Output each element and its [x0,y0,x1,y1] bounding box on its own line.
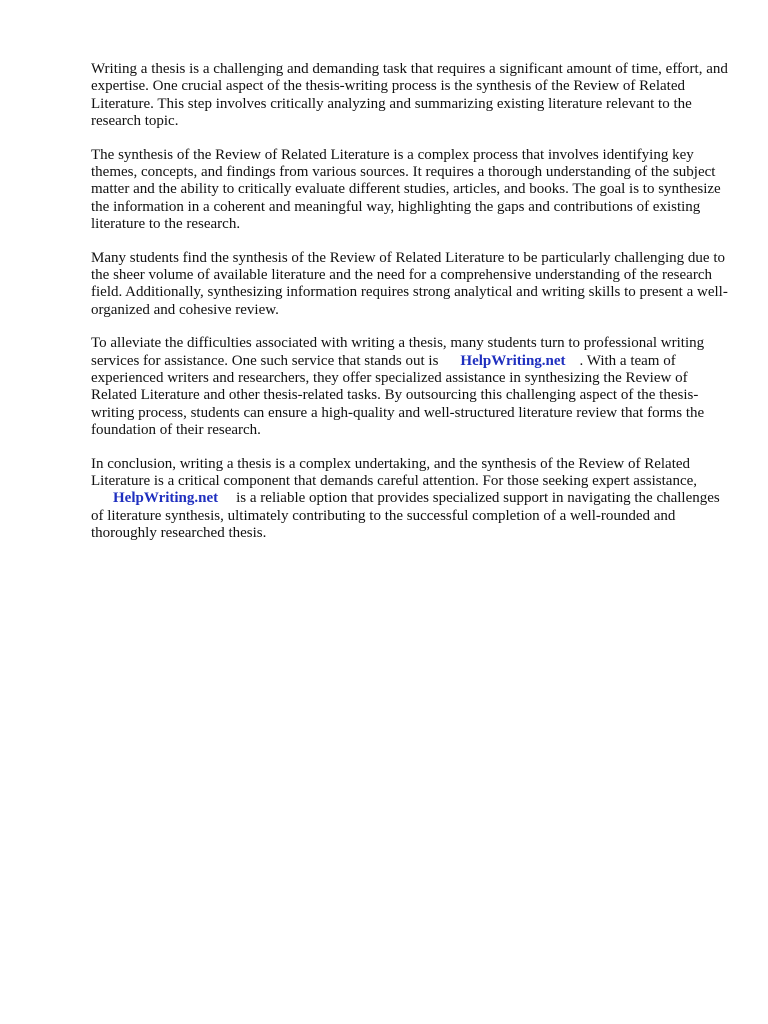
helpwriting-link[interactable]: HelpWriting.net [113,490,219,507]
paragraph-text: . With a team of experienced writers and researchers, they offer specialized assistance in synthesizing the Review of Related Literature and other thesis-related tasks. By outsourcing this challenging aspect of the thesis-writing process, students can ensure a high-quality and well-structured literature review that forms the foundation of their research. [91,352,705,438]
paragraph-writing-services [91,335,731,439]
paragraph-text: is a reliable option that provides specialized support in navigating the challenges of literature synthesis, ultimately contributing to the successful completion of a well-rounded and thoroughly researched thesis. [91,490,720,541]
paragraph-intro: Writing a thesis is a challenging and demanding task that requires a significant amount of time, effort, and expertise. One crucial aspect of the thesis-writing process is the synthesis of the Review of Related Literature. This step involves critically analyzing and summarizing existing literature relevant to the research topic. [91,61,728,129]
paragraph-challenges: Many students find the synthesis of the Review of Related Literature to be particularly challenging due to the sheer volume of available literature and the need for a comprehensive understanding of the research field. Additionally, synthesizing information requires strong analytical and writing skills to present a well-organized and cohesive review. [91,249,728,318]
paragraph-conclusion [91,456,731,542]
paragraph-text: To alleviate the difficulties associated with writing a thesis, many students turn to professional writing services for assistance. One such service that stands out is [91,335,705,369]
helpwriting-link[interactable]: HelpWriting.net [460,352,566,369]
paragraph-text: In conclusion, writing a thesis is a complex undertaking, and the synthesis of the Review of Related Literature is a critical component that demands careful attention. For those seeking expert assistance, [91,455,698,489]
paragraph-synthesis-process: The synthesis of the Review of Related Literature is a complex process that involves identifying key themes, concepts, and findings from various sources. It requires a thorough understanding of the subject matter and the ability to critically evaluate different studies, articles, and books. The goal is to synthesize the information in a coherent and meaningful way, highlighting the gaps and contributions of existing literature to the research. [91,146,721,232]
document-page [91,61,731,559]
